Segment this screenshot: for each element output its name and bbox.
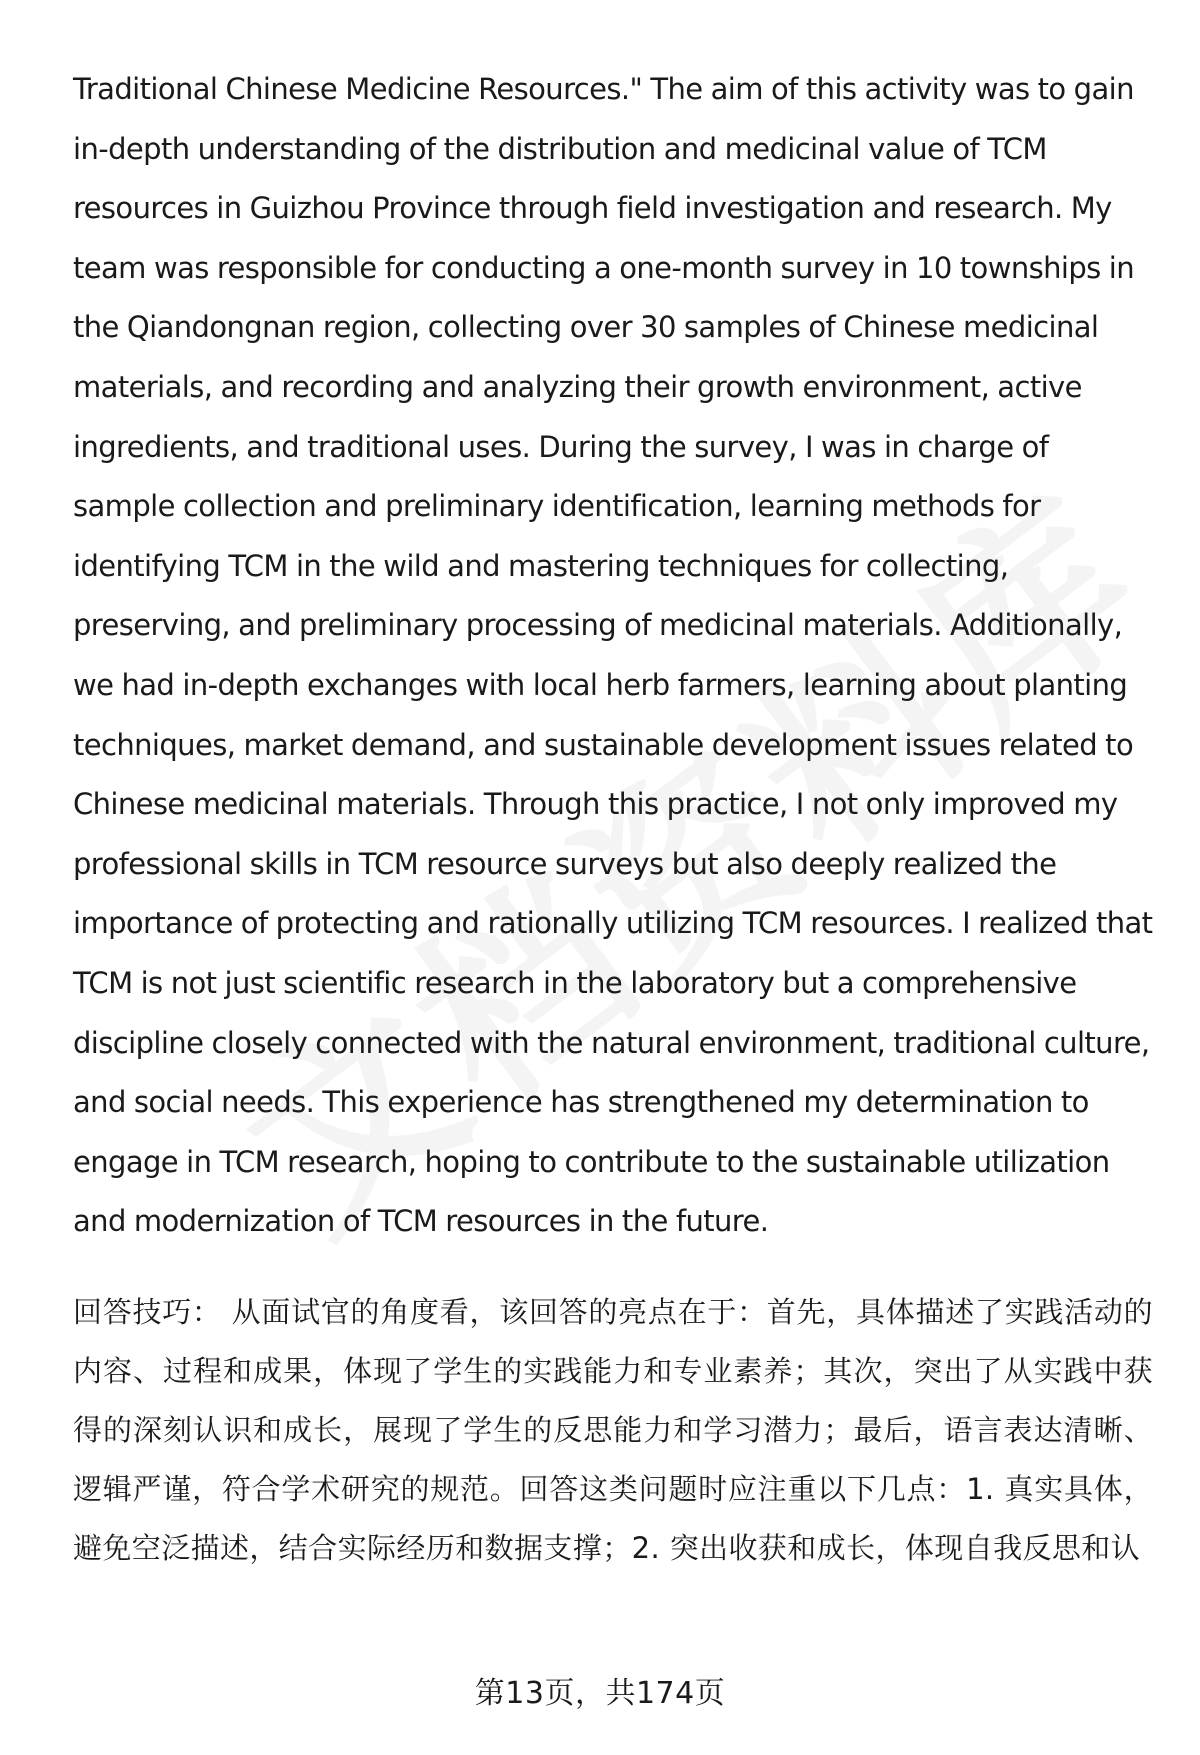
page-content [73, 60, 1153, 1578]
paragraph-english: Traditional Chinese Medicine Resources." The aim of this activity was to gain in-depth understanding of the distribution and medicinal value of TCM resources in Guizhou Province through field investigation and research. My team was responsible for conducting a one-month survey in 10 townships in the Qiandongnan region, collecting over 30 samples of Chinese medicinal materials, and recording and analyzing their growth environment, active ingredients, and traditional uses. During the survey, I was in charge of sample collection and preliminary identification, learning methods for identifying TCM in the wild and mastering techniques for collecting, preserving, and preliminary processing of medicinal materials. Additionally, we had in-depth exchanges with local herb farmers, learning about planting techniques, market demand, and sustainable development issues related to Chinese medicinal materials. Through this practice, I not only improved my professional skills in TCM resource surveys but also deeply realized the importance of protecting and rationally utilizing TCM resources. I realized that TCM is not just scientific research in the laboratory but a comprehensive discipline closely connected with the natural environment, traditional culture, and social needs. This experience has strengthened my determination to engage in TCM research, hoping to contribute to the sustainable utilization and modernization of TCM resources in the future. [73, 72, 1153, 1239]
page-number-footer: 第13页，共174页 [474, 1676, 726, 1711]
paragraph-answer-tips: 回答技巧： 从面试官的角度看，该回答的亮点在于：首先，具体描述了实践活动的内容、过程和成果，体现了学生的实践能力和专业素养；其次，突出了从实践中获得的深刻认识和成长，展现了学生的反思能力和学习潜力；最后，语言表达清晰、逻辑严谨，符合学术研究的规范。回答这类问题时应注重以下几点：1. 真实具体，避免空泛描述，结合实际经历和数据支撑；2. 突出收获和成长，体现自我反思和认 [73, 1294, 1153, 1565]
